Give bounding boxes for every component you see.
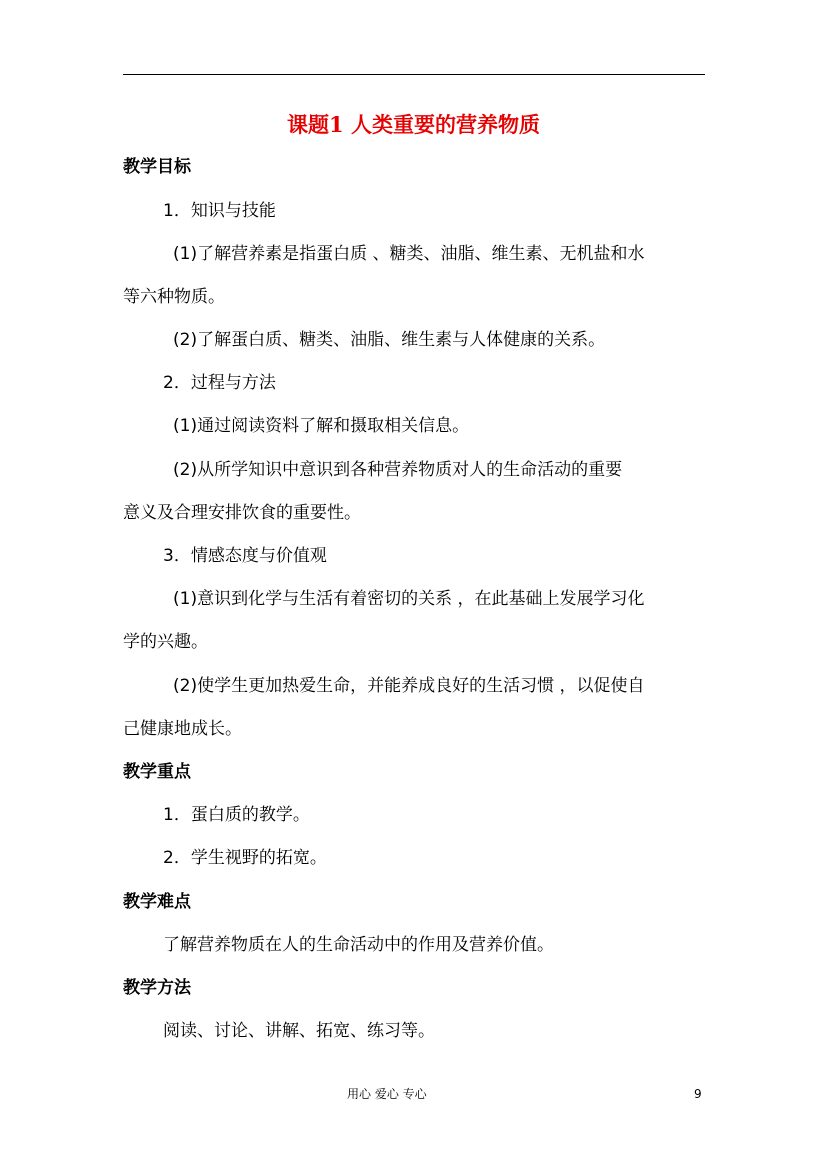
methods-text: 阅读、讨论、讲解、拓宽、练习等。 <box>163 1021 435 1041</box>
objective-item-1: 1．知识与技能 <box>163 201 276 221</box>
objective-3-para-1: (1)意识到化学与生活有着密切的关系 ，在此基础上发展学习化 <box>173 589 645 609</box>
objective-1-para-2: (2)了解蛋白质、糖类、油脂、维生素与人体健康的关系。 <box>173 330 606 350</box>
section-heading-key-points: 教学重点 <box>123 762 191 782</box>
objective-3-para-1-cont: 学的兴趣。 <box>123 632 208 652</box>
section-heading-methods: 教学方法 <box>123 978 191 998</box>
objective-2-para-2: (2)从所学知识中意识到各种营养物质对人的生命活动的重要 <box>173 460 623 480</box>
footer-motto: 用心 爱心 专心 <box>347 1087 427 1101</box>
objective-3-para-2-cont: 己健康地成长。 <box>123 719 242 739</box>
section-heading-difficulties: 教学难点 <box>123 892 191 912</box>
difficulties-text: 了解营养物质在人的生命活动中的作用及营养价值。 <box>163 935 554 955</box>
objective-item-2: 2．过程与方法 <box>163 373 276 393</box>
section-heading-objectives: 教学目标 <box>123 157 191 177</box>
header-rule <box>123 74 705 75</box>
objective-1-para-1-cont: 等六种物质。 <box>123 287 225 307</box>
key-point-item-1: 1．蛋白质的教学。 <box>163 805 310 825</box>
page-number: 9 <box>694 1087 702 1101</box>
key-point-item-2: 2．学生视野的拓宽。 <box>163 848 327 868</box>
objective-item-3: 3．情感态度与价值观 <box>163 546 327 566</box>
objective-3-para-2: (2)使学生更加热爱生命，并能养成良好的生活习惯 ，以促使自 <box>173 676 645 696</box>
objective-2-para-2-cont: 意义及合理安排饮食的重要性。 <box>123 503 361 523</box>
page-title: 课题1 人类重要的营养物质 <box>287 112 540 137</box>
objective-1-para-1: (1)了解营养素是指蛋白质 、糖类、油脂、维生素、无机盐和水 <box>173 244 645 264</box>
objective-2-para-1: (1)通过阅读资料了解和摄取相关信息。 <box>173 416 470 436</box>
